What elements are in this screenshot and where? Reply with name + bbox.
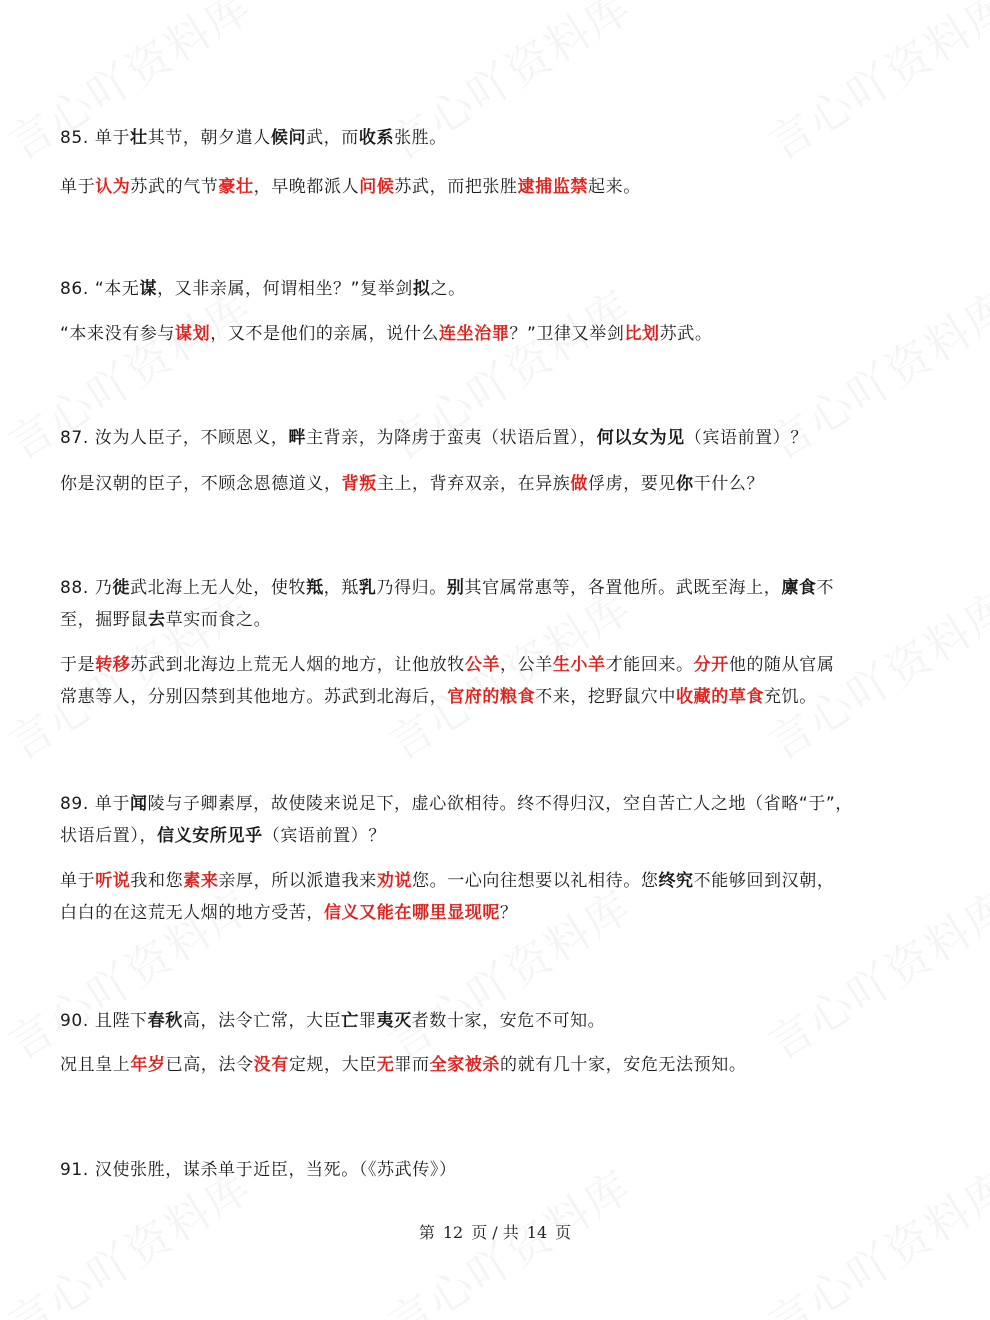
body-text: 白白的在这荒无人烟的地方受苦， xyxy=(60,903,324,923)
body-text: ，又不是他们的亲属，说什么 xyxy=(210,324,440,344)
key-word-text: 拟 xyxy=(412,279,431,299)
body-text: ，羝 xyxy=(323,578,359,598)
body-text: 不 xyxy=(816,578,835,598)
body-text: 90. 且陛下 xyxy=(60,1011,148,1031)
body-text: 的就有几十家，安危无法预知。 xyxy=(500,1055,747,1075)
key-word-text: 候问 xyxy=(270,128,307,148)
body-text: 主上，背弃双亲，在异族 xyxy=(376,474,571,494)
highlight-text: 劝说 xyxy=(376,871,413,891)
key-word-text: 去 xyxy=(148,610,166,630)
body-text: 89. 单于 xyxy=(60,794,131,814)
body-text: ，早晚都派人 xyxy=(253,177,360,197)
body-text: 苏武，而把张胜 xyxy=(394,177,518,197)
entry-89 xyxy=(60,788,930,929)
key-word-text: 你 xyxy=(676,474,694,494)
body-text: 罪而 xyxy=(394,1055,430,1075)
page-footer xyxy=(0,1220,990,1243)
translation-line xyxy=(60,649,930,681)
body-text: 他的随从官属 xyxy=(728,655,835,675)
body-text: 单于 xyxy=(60,177,96,197)
original-line-2 xyxy=(60,604,930,636)
entry-90 xyxy=(60,1005,930,1081)
body-text: ，又非亲属，何谓相坐？”复举剑 xyxy=(157,279,413,299)
highlight-text: 问候 xyxy=(359,177,395,197)
highlight-text: 做 xyxy=(570,474,589,494)
footer-suffix: 页 xyxy=(555,1223,572,1242)
original-line-2 xyxy=(60,820,930,852)
body-text: 于是 xyxy=(60,655,96,675)
highlight-text: 谋划 xyxy=(175,324,211,344)
body-text: ？”卫律又举剑 xyxy=(509,324,625,344)
key-word-text: 夷灭 xyxy=(376,1011,412,1031)
highlight-text: 生小羊 xyxy=(552,655,606,675)
body-text: 充饥。 xyxy=(764,687,817,707)
body-text: 武，而 xyxy=(306,128,359,148)
body-text: ，公羊 xyxy=(500,655,553,675)
key-word-text: 信义安所见乎 xyxy=(157,826,263,846)
key-word-text: 收系 xyxy=(358,128,395,148)
highlight-text: 年岁 xyxy=(130,1055,166,1075)
translation-line-2 xyxy=(60,897,930,929)
body-text: 88. 乃 xyxy=(60,578,113,598)
body-text: 张胜。 xyxy=(394,128,447,148)
body-text: 陵与子卿素厚，故使陵来说足下，虚心欲相待。终不得归汉，空自苦亡人之地（省略“于”， xyxy=(147,794,853,814)
body-text: 你是汉朝的臣子，不顾念恩德道义， xyxy=(60,474,342,494)
body-text: 武北海上无人处，使牧 xyxy=(130,578,307,598)
highlight-text: 没有 xyxy=(253,1055,289,1075)
key-word-text: 何以女为见 xyxy=(596,428,685,448)
highlight-text: 收藏的草食 xyxy=(676,687,765,707)
entry-91 xyxy=(60,1154,930,1186)
translation-line-2 xyxy=(60,681,930,713)
highlight-text: 分开 xyxy=(693,655,729,675)
body-text: （宾语前置）？ xyxy=(262,826,386,846)
original-line xyxy=(60,273,930,305)
body-text: 苏武。 xyxy=(659,324,713,344)
translation-line xyxy=(60,1049,930,1081)
body-text: 亲厚，所以派遣我来 xyxy=(218,871,377,891)
key-word-text: 壮 xyxy=(130,128,148,148)
key-word-text: 终究 xyxy=(658,871,694,891)
original-line xyxy=(60,422,930,454)
highlight-text: 豪壮 xyxy=(218,177,254,197)
body-text: 常惠等人，分别囚禁到其他地方。苏武到北海后， xyxy=(60,687,448,707)
key-word-text: 别 xyxy=(446,578,465,598)
key-word-text: 谋 xyxy=(139,279,158,299)
body-text: 乃得归。 xyxy=(376,578,447,598)
key-word-text: 廪食 xyxy=(781,578,817,598)
translation-line xyxy=(60,318,930,350)
highlight-text: 逮捕监禁 xyxy=(517,177,589,197)
key-word-text: 春秋 xyxy=(147,1011,183,1031)
key-word-text: 乳 xyxy=(358,578,377,598)
body-text: 苏武到北海边上荒无人烟的地方，让他放牧 xyxy=(130,655,465,675)
body-text: 单于 xyxy=(60,871,96,891)
entry-88 xyxy=(60,572,930,713)
body-text: 我和您 xyxy=(130,871,184,891)
body-text: 不来，挖野鼠穴中 xyxy=(535,687,677,707)
body-text: ？ xyxy=(500,903,518,923)
highlight-text: 官府的粮食 xyxy=(447,687,536,707)
body-text: 干什么？ xyxy=(693,474,765,494)
original-line xyxy=(60,1005,930,1037)
translation-line xyxy=(60,171,930,203)
footer-mid: 页 / 共 xyxy=(471,1223,519,1242)
entry-86 xyxy=(60,273,930,350)
body-text: “本来没有参与 xyxy=(60,324,176,344)
body-text: 91. 汉使张胜，谋杀单于近臣，当死。（《苏武传》） xyxy=(60,1160,457,1180)
body-text: 起来。 xyxy=(588,177,641,197)
body-text: 苏武的气节 xyxy=(130,177,219,197)
translation-line xyxy=(60,468,930,500)
highlight-text: 素来 xyxy=(183,871,219,891)
footer-total-pages: 14 xyxy=(526,1223,548,1242)
original-line xyxy=(60,1154,930,1186)
highlight-text: 全家被杀 xyxy=(429,1055,501,1075)
body-text: 85. 单于 xyxy=(60,128,131,148)
highlight-text: 转移 xyxy=(95,655,131,675)
key-word-text: 徙 xyxy=(112,578,131,598)
footer-prefix: 第 xyxy=(418,1223,435,1242)
entry-87 xyxy=(60,422,930,500)
key-word-text: 羝 xyxy=(306,578,324,598)
body-text: 才能回来。 xyxy=(605,655,694,675)
key-word-text: 畔 xyxy=(288,428,307,448)
highlight-text: 无 xyxy=(376,1055,395,1075)
body-text: 不能够回到汉朝， xyxy=(693,871,835,891)
body-text: 87. 汝为人臣子，不顾恩义， xyxy=(60,428,289,448)
body-text: 其官属常惠等，各置他所。武既至海上， xyxy=(464,578,782,598)
key-word-text: 亡 xyxy=(341,1011,359,1031)
body-text: 罪 xyxy=(358,1011,377,1031)
body-text: 高，法令亡常，大臣 xyxy=(182,1011,342,1031)
highlight-text: 信义又能在哪里显现呢 xyxy=(324,903,500,923)
body-text: 俘虏，要见 xyxy=(588,474,677,494)
body-text: 您。一心向往想要以礼相待。您 xyxy=(412,871,659,891)
body-text: 定规，大臣 xyxy=(288,1055,377,1075)
body-text: 86. “本无 xyxy=(60,279,140,299)
highlight-text: 比划 xyxy=(624,324,660,344)
body-text: （宾语前置）？ xyxy=(684,428,808,448)
entry-85 xyxy=(60,122,930,203)
translation-line xyxy=(60,865,930,897)
highlight-text: 公羊 xyxy=(464,655,501,675)
body-text: 状语后置）， xyxy=(60,826,158,846)
footer-page-number: 12 xyxy=(442,1223,464,1242)
highlight-text: 听说 xyxy=(95,871,131,891)
original-line xyxy=(60,122,930,154)
body-text: 草实而食之。 xyxy=(165,610,272,630)
body-text: 其节，朝夕遣人 xyxy=(147,128,271,148)
highlight-text: 连坐治罪 xyxy=(439,324,510,344)
body-text: 者数十家，安危不可知。 xyxy=(411,1011,606,1031)
highlight-text: 背叛 xyxy=(341,474,377,494)
key-word-text: 闻 xyxy=(130,794,148,814)
body-text: 已高，法令 xyxy=(165,1055,254,1075)
body-text: 主背亲，为降虏于蛮夷（状语后置）， xyxy=(306,428,597,448)
highlight-text: 认为 xyxy=(95,177,131,197)
original-line xyxy=(60,572,930,604)
body-text: 况且皇上 xyxy=(60,1055,131,1075)
body-text: 至，掘野鼠 xyxy=(60,610,148,630)
body-text: 之。 xyxy=(430,279,466,299)
original-line xyxy=(60,788,930,820)
